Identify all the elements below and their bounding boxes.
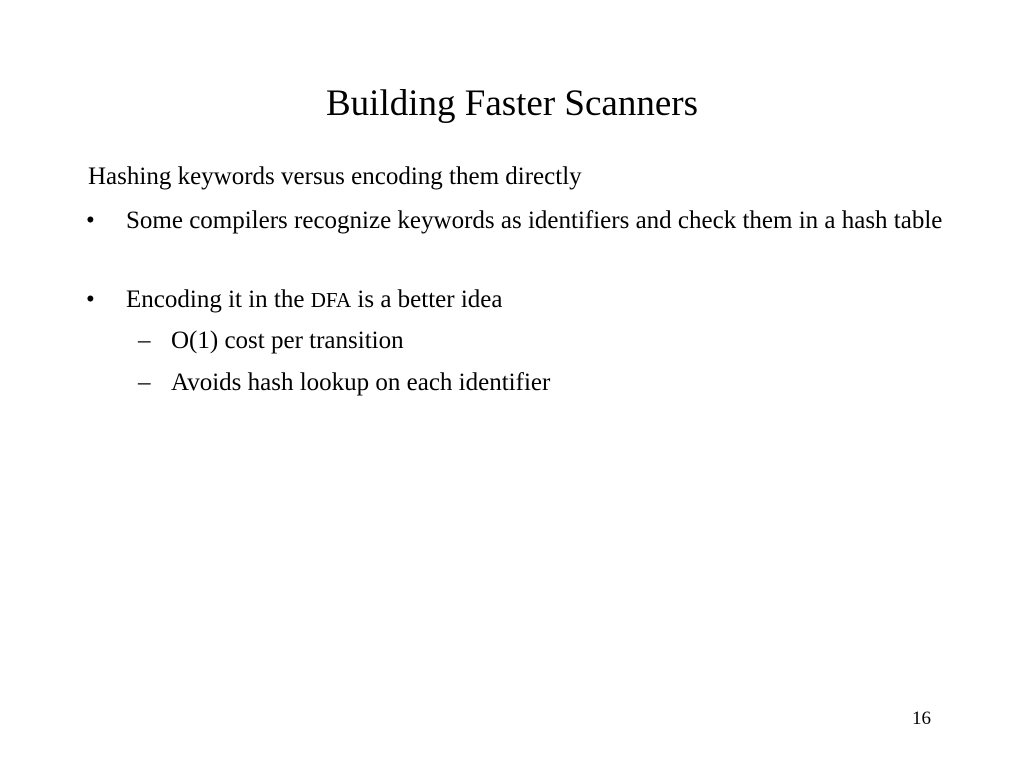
bullet-text-after: is a better idea [351, 286, 503, 313]
sub-bullet-marker: – [138, 369, 151, 396]
bullet-text [126, 283, 956, 317]
sub-bullet-text: Avoids hash lookup on each identifier [171, 369, 551, 396]
bullet-text: Some compilers recognize keywords as identifiers and check them in a hash table [126, 207, 943, 234]
sub-bullet-text: O(1) cost per transition [171, 327, 404, 354]
bullet-marker: • [86, 286, 95, 313]
page-number: 16 [912, 708, 931, 729]
sub-bullet-marker: – [138, 327, 151, 354]
bullet-text-before: Encoding it in the [126, 286, 311, 313]
dfa-acronym: DFA [310, 288, 352, 312]
intro-text: Hashing keywords versus encoding them directly [88, 163, 582, 190]
slide-title: Building Faster Scanners [325, 83, 698, 124]
bullet-marker: • [86, 207, 95, 234]
